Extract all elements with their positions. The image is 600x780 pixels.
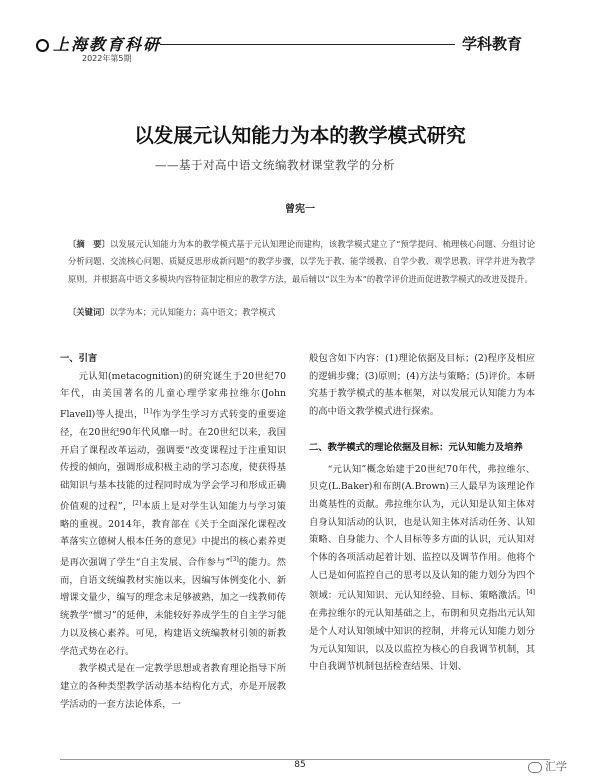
keywords-label: 〔关键词〕 <box>68 307 110 317</box>
right-column <box>309 350 535 676</box>
keywords <box>68 306 535 318</box>
journal-logo <box>36 32 161 55</box>
article-subtitle: ——基于对高中语文统编教材课堂教学的分析 <box>155 158 395 172</box>
citation-2: [2] <box>132 499 142 507</box>
citation-4: [4] <box>526 589 535 597</box>
citation-1: [1] <box>143 408 152 416</box>
column-label: 学科教育 <box>462 35 523 53</box>
intro-text-4: 的能力。然而，自语文统编教材实施以来，因编写体例变化小、新增课文量少，编写的理念未足够被熟，加之一线教师传统教学“惯习”的延伸，未能较好养成学生的自主学习能力以及核心素养。可见，构建语文统编教材引领的新教学范式势在必行。 <box>60 557 286 657</box>
teaching-model-paragraph: 教学模式是在一定教学思想或者教育理论指导下所建立的各种类型教学活动基本结构化方式，亦是开展教学活动的一套方法论体系，一 <box>60 663 286 710</box>
abstract-label: 〔摘 要〕 <box>68 239 111 249</box>
metacognition-paragraph <box>309 461 535 677</box>
watermark-text: 汇学 <box>545 760 567 773</box>
keywords-text: 以学为本；元认知能力；高中语文；教学模式 <box>109 307 276 317</box>
intro-text-1: 元认知(metacognition)的研究诞生于20世纪70年代，由美国著名的儿童心理学家弗拉维尔(John Flavell)等人提出， <box>60 370 286 421</box>
abstract-text: 以发展元认知能力为本的教学模式基于元认知理论而建构，该教学模式建立了“预学提问、梳理核心问题、分组讨论分析问题、交流核心问题、质疑反思形成新问题”的教学步骤，以学先于教、能学缓教、自学少教、观学思教、评学并进为教学原则，并根据高中语文多模块内容特征制定相应的教学方法，最后辅以“以生为本”的教学评价进而促进教学模式的改进及提升。 <box>68 239 535 284</box>
section-heading-intro: 一、引言 <box>60 353 98 364</box>
page-number: 85 <box>294 760 306 770</box>
journal-name: 上海教育科研 <box>53 35 162 54</box>
author-name: 曾宪一 <box>285 204 315 215</box>
left-column <box>60 350 286 713</box>
intro-text-3: 本质上是对学生认知能力与学习策略的重视。2014年，教育部在《关于全面深化课程改革落实立德树人根本任务的意见》中提出的核心素养更是再次强调了学生“自主发展、合作参与” <box>60 500 286 569</box>
metacognition-text-1: “元认知”概念始建于20世纪70年代，弗拉维尔、贝克(L.Baker)和布朗(A.Brown)三人最早为该理论作出奠基性的贡献。弗拉维尔认为，元认知是认知主体对自身认知活动的认识，也是认知主体对活动任务、认知策略、自身能力、个人目标等多方面的认识，元认知对个体的各项活动起着计划、监控以及调节作用。他将个人已是如何监控自己的思考以及认知的能力划分为四个领域：元认知知识、元认知经验、目标、策略激活。 <box>309 463 535 602</box>
article-title: 以发展元认知能力为本的教学模式研究 <box>134 124 466 147</box>
intro-paragraph <box>60 368 286 661</box>
intro-text-2: 作为学生学习方式转变的重要途径，在20世纪90年代风靡一时。在20世纪以来，我国开启了课程改革运动，强调要“改变课程过于注重知识传授的倾向，强调形成积极主动的学习态度，使获得基础知识与基本技能的过程同时成为学会学习和形成正确价值观的过程”， <box>60 409 286 512</box>
metacognition-text-2: 在弗拉维尔的元认知基础之上，布朗和贝克指出元认知是个人对认知领域中知识的控制，并将元认知能力划分为元认知知识，以及以监控为核心的自我调节机制，其中自我调节机制包括检查结果、计划、 <box>309 608 535 673</box>
citation-3: [3] <box>230 555 239 563</box>
abstract <box>68 236 535 288</box>
continued-paragraph: 般包含如下内容：(1)理论依据及目标；(2)程序及相应的逻辑步骤；(3)原则；(4)方法与策略；(5)评价。本研究基于教学模式的基本框架，对以发展元认知能力为本的高中语文教学模式进行探索。 <box>309 353 535 418</box>
watermark <box>528 758 567 774</box>
header-divider <box>160 44 455 45</box>
wechat-icon <box>528 762 542 773</box>
issue-label: 2022年第5期 <box>82 54 132 63</box>
section-heading-theory: 二、教学模式的理论依据及目标：元认知能力及培养 <box>309 441 523 453</box>
journal-logo-mark-icon <box>36 39 49 52</box>
